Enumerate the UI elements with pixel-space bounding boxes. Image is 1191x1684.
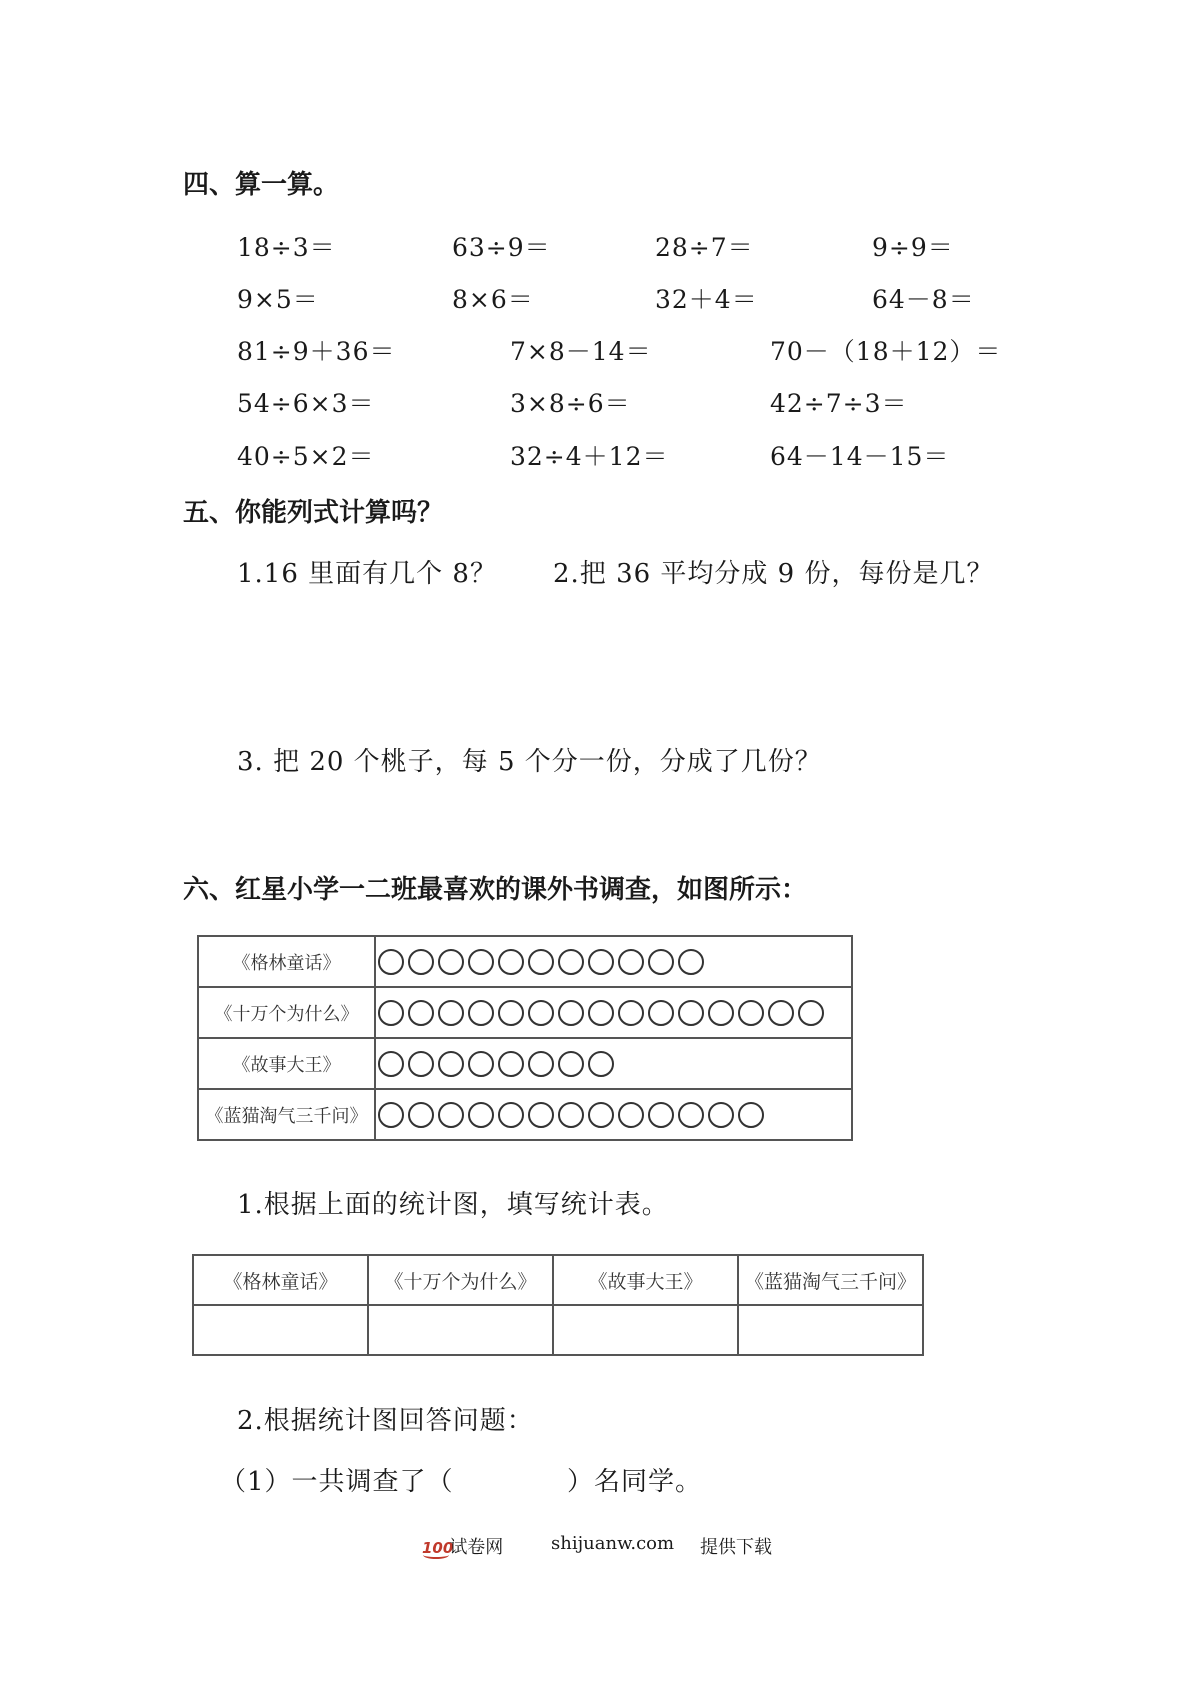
circle-icon [528,1000,554,1026]
circle-icon [708,1102,734,1128]
stat-question-2-1-suffix: ）名同学。 [567,1467,703,1497]
chart-row-label: 《十万个为什么》 [198,987,375,1038]
footer-site-name: 试卷网 [449,1537,504,1558]
answer-cell[interactable] [368,1305,553,1355]
word-problem-3: 3. 把 20 个桃子，每 5 个分一份，分成了几份？ [237,747,822,777]
circle-icon [678,1000,704,1026]
circle-icon [618,949,644,975]
statistics-table [192,1254,924,1356]
stat-question-1: 1.根据上面的统计图，填写统计表。 [237,1190,669,1220]
problem-1-2: 63÷9＝ [452,233,551,262]
section-5-title: 五、你能列式计算吗？ [183,498,444,528]
problem-3-3: 70－（18＋12）＝ [770,337,1002,366]
table-header-cell: 《故事大王》 [553,1255,738,1305]
circle-icon [528,1051,554,1077]
chart-row-circles [375,1089,852,1140]
answer-cell[interactable] [193,1305,368,1355]
table-header-cell: 《十万个为什么》 [368,1255,553,1305]
problem-5-2: 32÷4＋12＝ [510,442,669,471]
chart-row [198,1089,852,1140]
site-logo-icon: 100 [422,1539,454,1557]
circle-icon [708,1000,734,1026]
chart-row [198,987,852,1038]
circle-icon [438,1051,464,1077]
circle-icon [498,1000,524,1026]
word-problem-2: 2.把 36 平均分成 9 份，每份是几？ [553,559,994,589]
logo-swoosh-icon [423,1551,449,1559]
chart-row-circles [375,936,852,987]
problem-2-4: 64－8＝ [872,285,975,314]
circle-icon [498,1051,524,1077]
problem-5-3: 64－14－15＝ [770,442,950,471]
circle-icon [408,949,434,975]
problem-1-4: 9÷9＝ [872,233,954,262]
problem-4-3: 42÷7÷3＝ [770,389,908,418]
circle-icon [588,1000,614,1026]
circle-icon [408,1000,434,1026]
problem-2-3: 32＋4＝ [655,285,758,314]
circle-icon [798,1000,824,1026]
circle-icon [528,1102,554,1128]
table-answer-row [193,1305,923,1355]
stat-question-2: 2.根据统计图回答问题： [237,1406,534,1436]
section-4-title: 四、算一算。 [183,170,340,200]
circle-icon [558,1051,584,1077]
circle-icon [438,949,464,975]
circle-icon [378,1000,404,1026]
circle-icon [768,1000,794,1026]
circle-icon [498,1102,524,1128]
section-6-title: 六、红星小学一二班最喜欢的课外书调查，如图所示： [183,875,808,905]
circle-icon [588,1102,614,1128]
problem-2-2: 8×6＝ [452,285,534,314]
footer-brand [422,1533,503,1559]
chart-row-label: 《蓝猫淘气三千问》 [198,1089,375,1140]
chart-row [198,1038,852,1089]
circle-icon [498,949,524,975]
chart-row-circles [375,987,852,1038]
problem-1-3: 28÷7＝ [655,233,754,262]
circle-icon [468,1051,494,1077]
problem-3-2: 7×8－14＝ [510,337,652,366]
circle-icon [558,1102,584,1128]
circle-icon [468,1102,494,1128]
table-header-row [193,1255,923,1305]
answer-cell[interactable] [738,1305,923,1355]
circle-icon [558,1000,584,1026]
circle-icon [618,1102,644,1128]
circle-icon [648,1102,674,1128]
circle-icon [648,1000,674,1026]
stat-question-2-1-prefix: （1）一共调查了（ [220,1467,454,1497]
circle-icon [408,1051,434,1077]
circle-icon [378,1051,404,1077]
table-header-cell: 《蓝猫淘气三千问》 [738,1255,923,1305]
chart-row-circles [375,1038,852,1089]
footer-note: 提供下载 [700,1537,772,1558]
problem-1-1: 18÷3＝ [237,233,336,262]
answer-cell[interactable] [553,1305,738,1355]
circle-icon [588,1051,614,1077]
circle-icon [378,949,404,975]
circle-icon [468,1000,494,1026]
answer-blank[interactable] [450,1485,560,1487]
circle-icon [438,1102,464,1128]
problem-4-2: 3×8÷6＝ [510,389,631,418]
word-problem-1: 1.16 里面有几个 8？ [237,559,497,589]
pictograph-chart [197,935,853,1141]
circle-icon [438,1000,464,1026]
chart-row-label: 《格林童话》 [198,936,375,987]
circle-icon [588,949,614,975]
circle-icon [678,949,704,975]
chart-row-label: 《故事大王》 [198,1038,375,1089]
circle-icon [468,949,494,975]
circle-icon [648,949,674,975]
circle-icon [408,1102,434,1128]
circle-icon [528,949,554,975]
circle-icon [378,1102,404,1128]
problem-5-1: 40÷5×2＝ [237,442,375,471]
problem-4-1: 54÷6×3＝ [237,389,375,418]
circle-icon [618,1000,644,1026]
circle-icon [738,1102,764,1128]
circle-icon [678,1102,704,1128]
circle-icon [558,949,584,975]
footer-url[interactable]: shijuanw.com [551,1533,675,1554]
problem-2-1: 9×5＝ [237,285,319,314]
circle-icon [738,1000,764,1026]
problem-3-1: 81÷9＋36＝ [237,337,396,366]
chart-row [198,936,852,987]
table-header-cell: 《格林童话》 [193,1255,368,1305]
